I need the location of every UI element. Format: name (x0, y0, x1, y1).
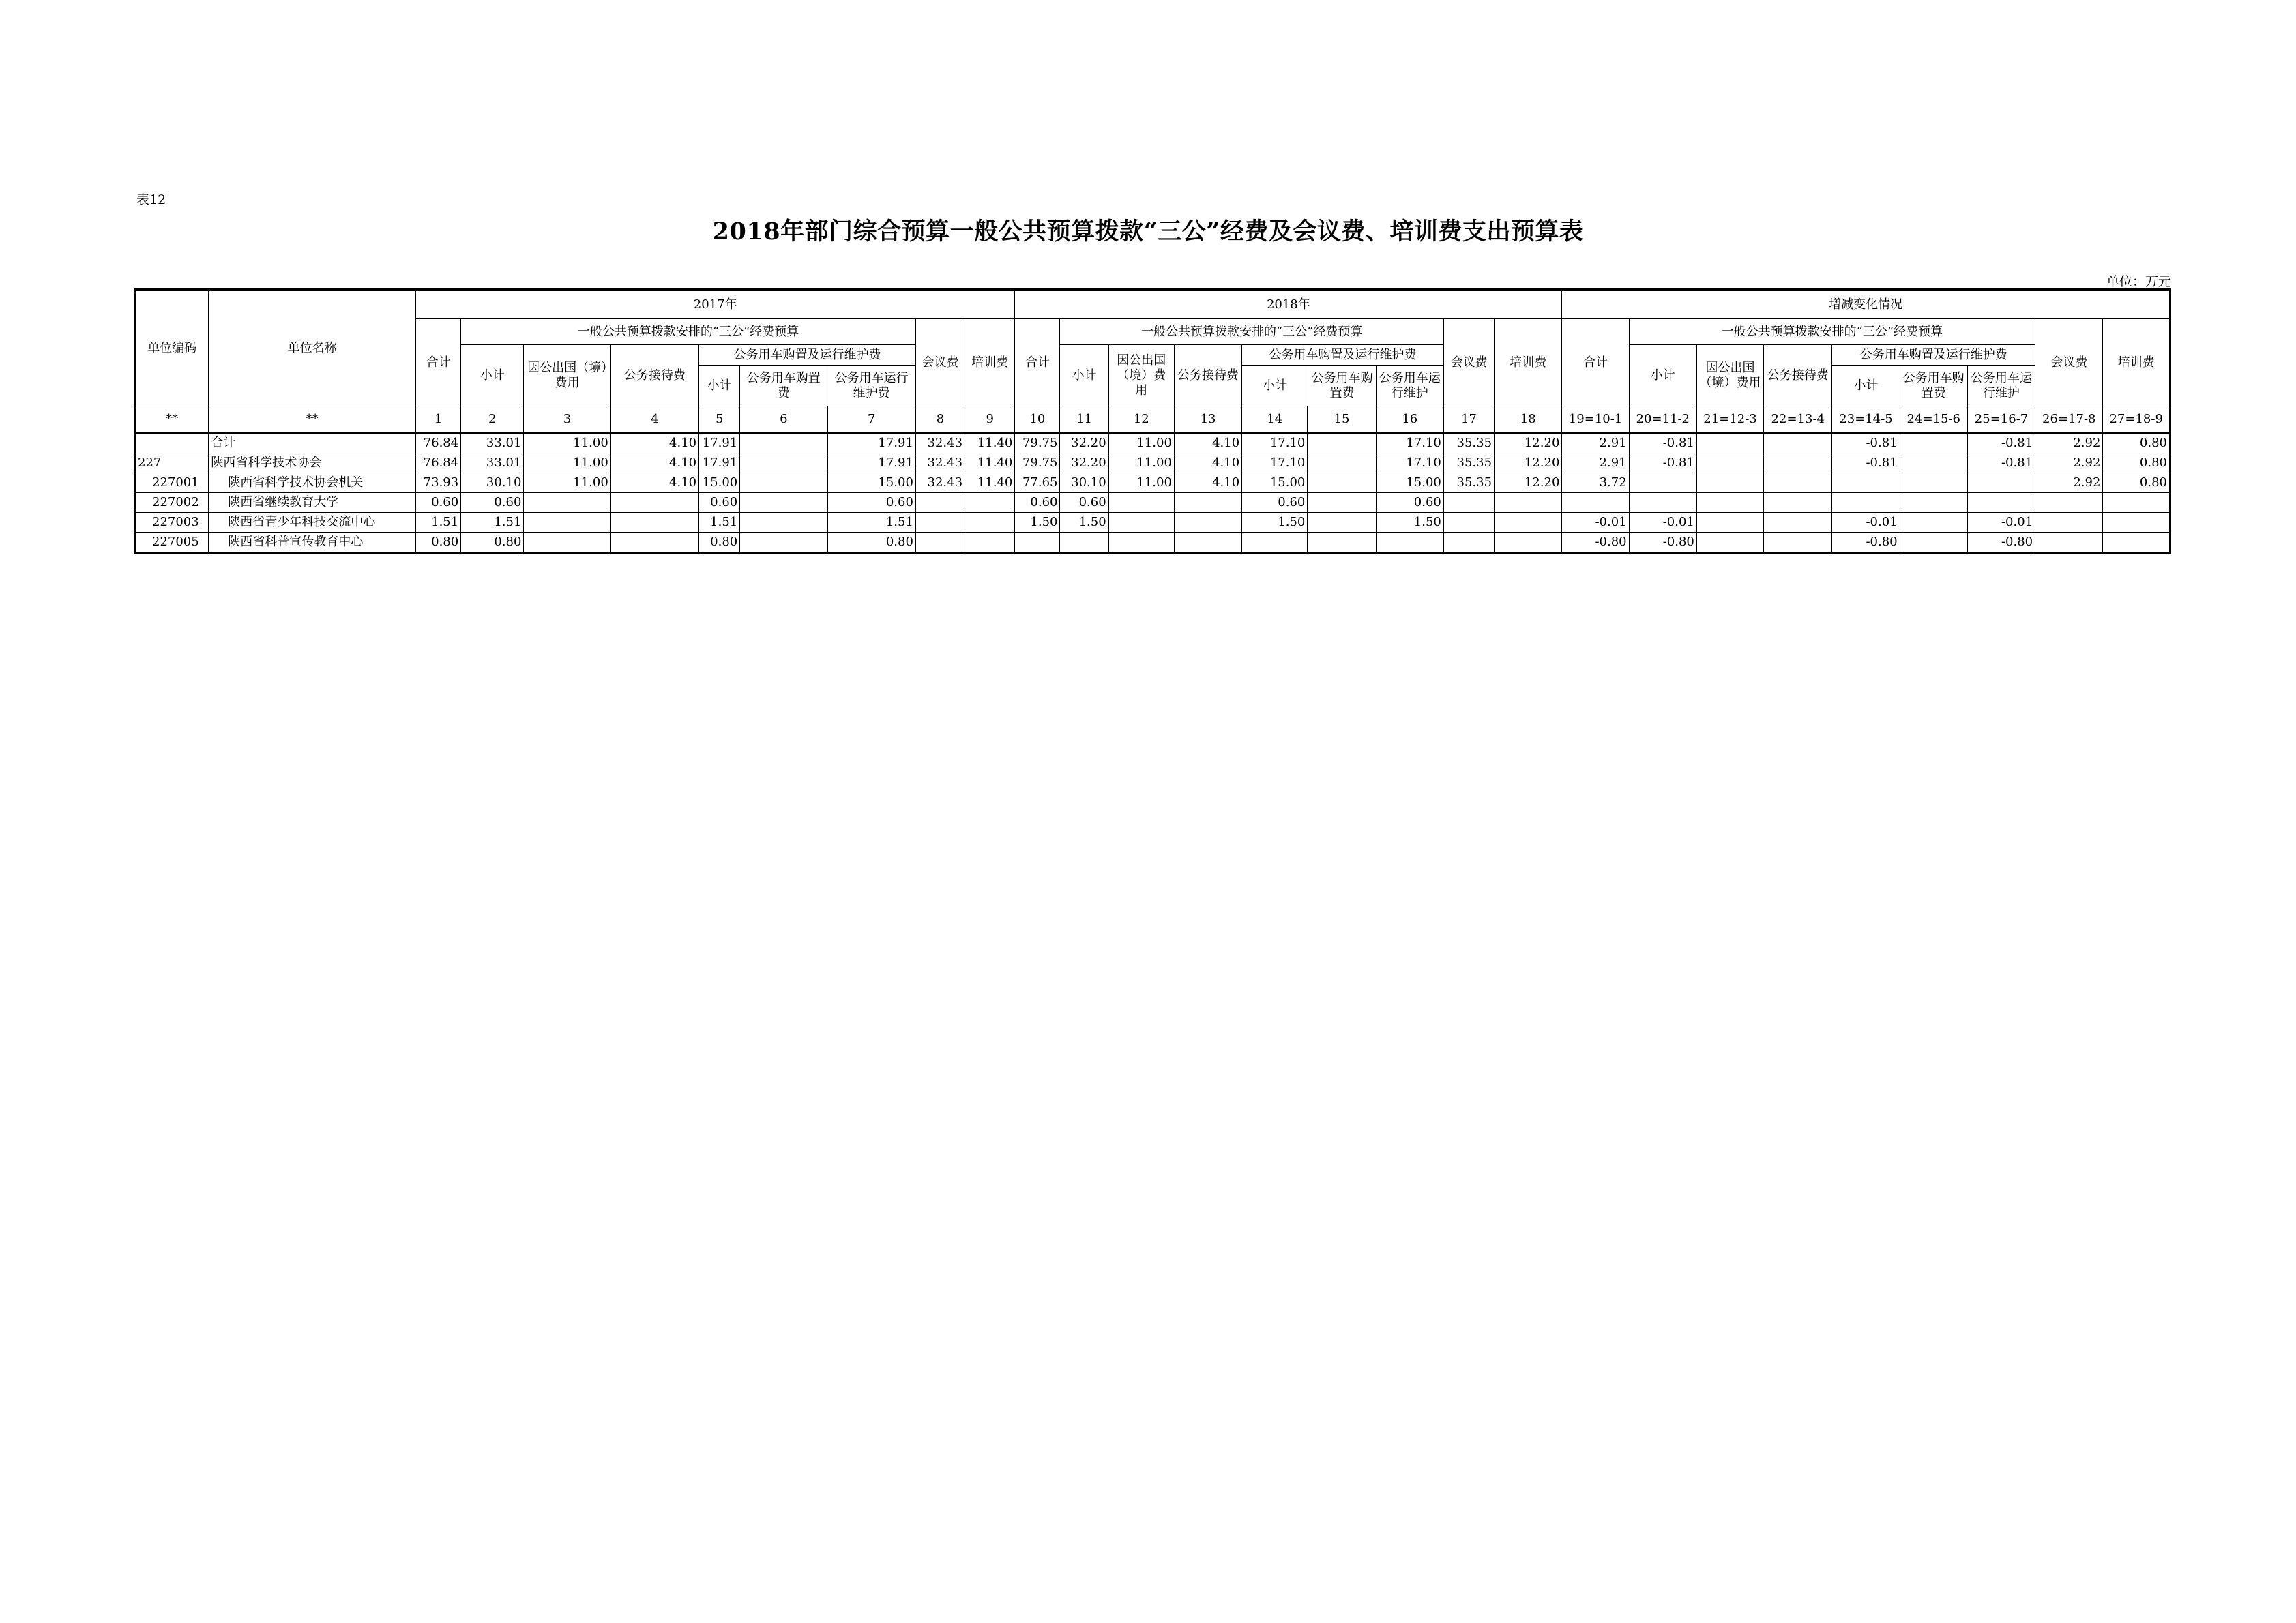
value-cell: -0.81 (1832, 433, 1900, 453)
value-cell: 4.10 (610, 473, 698, 493)
value-cell (1900, 433, 1967, 453)
unit-name-cell: 陕西省科学技术协会 (209, 453, 416, 473)
value-cell: 0.60 (827, 493, 915, 513)
value-cell (1900, 493, 1967, 513)
value-cell (1629, 473, 1696, 493)
value-cell (1174, 513, 1241, 533)
column-index-cell: 3 (524, 406, 610, 433)
unit-code-cell: 227005 (135, 533, 209, 553)
value-cell (1696, 453, 1763, 473)
header-2017-veh-subtotal: 小计 (699, 366, 740, 406)
value-cell: 12.20 (1495, 473, 1562, 493)
column-index-cell: 9 (965, 406, 1015, 433)
value-cell (740, 473, 827, 493)
value-cell: -0.80 (1629, 533, 1696, 553)
header-2018-veh-run: 公务用车运行维护 (1379, 370, 1441, 400)
value-cell (524, 533, 610, 553)
unit-code-cell: 227001 (135, 473, 209, 493)
value-cell: 11.00 (1108, 433, 1174, 453)
header-change-vehicle-group: 公务用车购置及运行维护费 (1832, 345, 2035, 366)
header-2017-vehicle-group: 公务用车购置及运行维护费 (699, 345, 915, 366)
value-cell: 0.60 (1376, 493, 1443, 513)
header-change-vehicle (1832, 345, 2035, 406)
value-cell: 32.43 (915, 453, 965, 473)
value-cell (1900, 453, 1967, 473)
header-2017-abroad: 因公出国（境）费用 (524, 345, 610, 406)
value-cell (524, 513, 610, 533)
header-2018-meeting: 会议费 (1443, 319, 1494, 406)
value-cell (1242, 533, 1308, 553)
value-cell: -0.80 (1967, 533, 2035, 553)
value-cell: 76.84 (416, 433, 461, 453)
header-2017-subtotal: 小计 (461, 345, 524, 406)
value-cell: 73.93 (416, 473, 461, 493)
page-title: 2018年部门综合预算一般公共预算拨款“三公”经费及会议费、培训费支出预算表 (712, 218, 1584, 245)
value-cell (1562, 493, 1629, 513)
value-cell: 32.43 (915, 433, 965, 453)
value-cell (1174, 533, 1241, 553)
value-cell: 0.60 (1060, 493, 1108, 513)
header-change-subtotal: 小计 (1629, 345, 1696, 406)
value-cell: 33.01 (461, 433, 524, 453)
value-cell: 32.20 (1060, 453, 1108, 473)
header-2017-veh-buy: 公务用车购置费 (740, 366, 827, 406)
header-2017: 2017年 (416, 290, 1015, 319)
unit-name-cell: 陕西省科普宣传教育中心 (209, 533, 416, 553)
header-change-sangong: 一般公共预算拨款安排的“三公”经费预算 (1629, 319, 2035, 345)
value-cell: 4.10 (1174, 433, 1241, 453)
value-cell: -0.81 (1629, 433, 1696, 453)
value-cell (1308, 453, 1376, 473)
value-cell: 15.00 (1376, 473, 1443, 493)
header-change-total: 合计 (1562, 319, 1629, 406)
header-2017-total: 合计 (416, 319, 461, 406)
value-cell (2103, 493, 2170, 513)
unit-name-cell: 合计 (209, 433, 416, 453)
value-cell (1495, 533, 1562, 553)
value-cell: 12.20 (1495, 453, 1562, 473)
value-cell (740, 513, 827, 533)
unit-code-cell: 227 (135, 453, 209, 473)
value-cell: -0.81 (1629, 453, 1696, 473)
value-cell (965, 513, 1015, 533)
value-cell (1308, 473, 1376, 493)
header-2017-sangong: 一般公共预算拨款安排的“三公”经费预算 (461, 319, 916, 345)
value-cell (2103, 513, 2170, 533)
header-change-reception: 公务接待费 (1764, 345, 1832, 406)
value-cell: 30.10 (1060, 473, 1108, 493)
header-change-meeting: 会议费 (2035, 319, 2103, 406)
column-index-cell: 8 (915, 406, 965, 433)
value-cell: 17.91 (827, 453, 915, 473)
unit-label: 单位：万元 (2106, 274, 2171, 289)
value-cell: 17.91 (699, 433, 740, 453)
value-cell: 4.10 (1174, 473, 1241, 493)
value-cell: 0.80 (416, 533, 461, 553)
column-index-cell: 25=16-7 (1967, 406, 2035, 433)
header-2017-training: 培训费 (965, 319, 1015, 406)
value-cell: 0.80 (827, 533, 915, 553)
column-index-cell: 27=18-9 (2103, 406, 2170, 433)
header-2018-sangong: 一般公共预算拨款安排的“三公”经费预算 (1060, 319, 1443, 345)
column-index-cell: 16 (1376, 406, 1443, 433)
value-cell: 32.43 (915, 473, 965, 493)
value-cell: 2.92 (2035, 433, 2103, 453)
value-cell: 1.51 (827, 513, 915, 533)
value-cell (1764, 433, 1832, 453)
column-index-cell: 1 (416, 406, 461, 433)
header-change-abroad: 因公出国（境）费用 (1696, 345, 1763, 406)
unit-name-cell: 陕西省科学技术协会机关 (209, 473, 416, 493)
value-cell: 1.50 (1242, 513, 1308, 533)
value-cell: -0.01 (1832, 513, 1900, 533)
value-cell (1967, 493, 2035, 513)
table-row (135, 473, 2170, 493)
unit-code-cell: 227002 (135, 493, 209, 513)
value-cell: 11.00 (524, 473, 610, 493)
value-cell (2035, 513, 2103, 533)
value-cell: 11.00 (1108, 473, 1174, 493)
table-row (135, 533, 2170, 553)
value-cell (965, 493, 1015, 513)
value-cell: 11.00 (524, 433, 610, 453)
value-cell: 3.72 (1562, 473, 1629, 493)
header-2018-veh-subtotal: 小计 (1242, 366, 1308, 406)
column-index-cell: 5 (699, 406, 740, 433)
column-index-cell: 20=11-2 (1629, 406, 1696, 433)
column-index-cell: 13 (1174, 406, 1241, 433)
value-cell (1108, 513, 1174, 533)
value-cell: 15.00 (1242, 473, 1308, 493)
header-change-veh-buy: 公务用车购置费 (1900, 366, 1967, 406)
value-cell: 1.50 (1376, 513, 1443, 533)
column-index-cell: 21=12-3 (1696, 406, 1763, 433)
value-cell: 4.10 (610, 453, 698, 473)
value-cell (1764, 493, 1832, 513)
header-2018-subtotal: 小计 (1060, 345, 1108, 406)
header-2018-total: 合计 (1015, 319, 1060, 406)
header-2018-reception: 公务接待费 (1174, 345, 1241, 406)
value-cell: 35.35 (1443, 473, 1494, 493)
value-cell: -0.01 (1562, 513, 1629, 533)
value-cell: 35.35 (1443, 453, 1494, 473)
value-cell (915, 513, 965, 533)
header-change-veh-subtotal: 小计 (1832, 366, 1900, 406)
value-cell (1764, 513, 1832, 533)
header-2018-abroad: 因公出国（境）费用 (1108, 345, 1174, 406)
value-cell: 1.51 (416, 513, 461, 533)
header-2018-vehicle (1242, 345, 1444, 406)
column-index-cell: 15 (1308, 406, 1376, 433)
value-cell: 4.10 (1174, 453, 1241, 473)
value-cell: 11.40 (965, 453, 1015, 473)
value-cell: 1.50 (1015, 513, 1060, 533)
value-cell: 2.91 (1562, 433, 1629, 453)
header-row-years (135, 290, 2170, 319)
value-cell (1696, 513, 1763, 533)
value-cell: 11.40 (965, 433, 1015, 453)
header-2018-veh-buy: 公务用车购置费 (1308, 366, 1376, 406)
value-cell: -0.01 (1967, 513, 2035, 533)
value-cell: 77.65 (1015, 473, 1060, 493)
value-cell (1764, 473, 1832, 493)
table-row (135, 453, 2170, 473)
value-cell: 0.80 (2103, 433, 2170, 453)
unit-code-cell (135, 433, 209, 453)
value-cell (1696, 533, 1763, 553)
value-cell (1696, 473, 1763, 493)
value-cell: -0.80 (1832, 533, 1900, 553)
value-cell: 0.80 (2103, 453, 2170, 473)
value-cell (2035, 533, 2103, 553)
value-cell (915, 533, 965, 553)
column-index-cell: 19=10-1 (1562, 406, 1629, 433)
column-index-cell: 24=15-6 (1900, 406, 1967, 433)
value-cell (740, 433, 827, 453)
value-cell: 30.10 (461, 473, 524, 493)
column-index-cell: 11 (1060, 406, 1108, 433)
value-cell (1060, 533, 1108, 553)
value-cell (1832, 473, 1900, 493)
value-cell: 12.20 (1495, 433, 1562, 453)
value-cell (965, 533, 1015, 553)
value-cell (1443, 513, 1494, 533)
value-cell: 0.60 (416, 493, 461, 513)
unit-name-cell: 陕西省青少年科技交流中心 (209, 513, 416, 533)
value-cell (1308, 513, 1376, 533)
header-name: 单位名称 (209, 290, 416, 406)
table-row (135, 493, 2170, 513)
value-cell: 17.10 (1376, 433, 1443, 453)
value-cell: 0.80 (699, 533, 740, 553)
value-cell (1629, 493, 1696, 513)
column-index-cell: 10 (1015, 406, 1060, 433)
value-cell: 0.60 (1015, 493, 1060, 513)
value-cell: 17.10 (1242, 433, 1308, 453)
value-cell: 4.10 (610, 433, 698, 453)
value-cell (740, 453, 827, 473)
header-change: 增减变化情况 (1562, 290, 2170, 319)
value-cell: 17.91 (699, 453, 740, 473)
value-cell: 33.01 (461, 453, 524, 473)
value-cell (1764, 533, 1832, 553)
value-cell: 1.50 (1060, 513, 1108, 533)
column-index-row (135, 406, 2170, 433)
header-change-training: 培训费 (2103, 319, 2170, 406)
value-cell: 0.60 (461, 493, 524, 513)
value-cell (1308, 493, 1376, 513)
value-cell (1376, 533, 1443, 553)
value-cell: 2.91 (1562, 453, 1629, 473)
value-cell (1967, 473, 2035, 493)
value-cell (524, 493, 610, 513)
value-cell: 79.75 (1015, 433, 1060, 453)
value-cell: 17.91 (827, 433, 915, 453)
value-cell (2035, 493, 2103, 513)
value-cell: 1.51 (699, 513, 740, 533)
data-rows (135, 433, 2170, 553)
value-cell: -0.81 (1967, 453, 2035, 473)
header-2017-veh-run: 公务用车运行维护费 (834, 370, 909, 400)
table-row (135, 513, 2170, 533)
column-index-cell: 18 (1495, 406, 1562, 433)
value-cell (1308, 433, 1376, 453)
value-cell (1308, 533, 1376, 553)
budget-table (134, 288, 2171, 554)
value-cell (740, 493, 827, 513)
value-cell: 35.35 (1443, 433, 1494, 453)
column-index-cell: 7 (827, 406, 915, 433)
column-index-cell: 26=17-8 (2035, 406, 2103, 433)
table-number-label: 表12 (136, 192, 166, 207)
value-cell: 0.60 (1242, 493, 1308, 513)
value-cell (915, 493, 965, 513)
value-cell: 11.00 (1108, 453, 1174, 473)
column-index-cell: 17 (1443, 406, 1494, 433)
header-2017-meeting: 会议费 (915, 319, 965, 406)
header-code: 单位编码 (135, 290, 209, 406)
value-cell (610, 533, 698, 553)
value-cell (1900, 513, 1967, 533)
value-cell: 15.00 (827, 473, 915, 493)
column-index-cell: 4 (610, 406, 698, 433)
value-cell: -0.80 (1562, 533, 1629, 553)
value-cell: 0.80 (2103, 473, 2170, 493)
value-cell (1174, 493, 1241, 513)
column-index-cell: ** (135, 406, 209, 433)
column-index-cell: 6 (740, 406, 827, 433)
column-index-cell: 12 (1108, 406, 1174, 433)
value-cell: -0.81 (1967, 433, 2035, 453)
value-cell: 79.75 (1015, 453, 1060, 473)
header-2018-vehicle-group: 公务用车购置及运行维护费 (1242, 345, 1443, 366)
header-change-veh-run: 公务用车运行维护 (1970, 370, 2032, 400)
column-index-cell: 14 (1242, 406, 1308, 433)
header-2018-training: 培训费 (1495, 319, 1562, 406)
value-cell (2103, 533, 2170, 553)
column-index-cell: 23=14-5 (1832, 406, 1900, 433)
header-2017-vehicle (699, 345, 916, 406)
value-cell: 0.80 (461, 533, 524, 553)
value-cell: 2.92 (2035, 453, 2103, 473)
value-cell (1696, 433, 1763, 453)
value-cell: -0.81 (1832, 453, 1900, 473)
value-cell: 17.10 (1376, 453, 1443, 473)
value-cell (1108, 533, 1174, 553)
table-row (135, 433, 2170, 453)
value-cell: 76.84 (416, 453, 461, 473)
value-cell: -0.01 (1629, 513, 1696, 533)
value-cell: 32.20 (1060, 433, 1108, 453)
value-cell (610, 493, 698, 513)
value-cell: 1.51 (461, 513, 524, 533)
value-cell: 17.10 (1242, 453, 1308, 473)
header-2017-reception: 公务接待费 (610, 345, 698, 406)
value-cell (1015, 533, 1060, 553)
column-index-cell: ** (209, 406, 416, 433)
value-cell: 11.40 (965, 473, 1015, 493)
value-cell (1443, 533, 1494, 553)
value-cell (1443, 493, 1494, 513)
value-cell (1832, 493, 1900, 513)
value-cell (610, 513, 698, 533)
unit-name-cell: 陕西省继续教育大学 (209, 493, 416, 513)
header-2018: 2018年 (1015, 290, 1562, 319)
value-cell: 2.92 (2035, 473, 2103, 493)
column-index-cell: 2 (461, 406, 524, 433)
unit-code-cell: 227003 (135, 513, 209, 533)
header-row-groups (135, 319, 2170, 345)
value-cell (1900, 473, 1967, 493)
value-cell: 15.00 (699, 473, 740, 493)
value-cell (1696, 493, 1763, 513)
value-cell (740, 533, 827, 553)
value-cell (1495, 493, 1562, 513)
value-cell (1900, 533, 1967, 553)
value-cell (1108, 493, 1174, 513)
column-index-cell: 22=13-4 (1764, 406, 1832, 433)
value-cell: 0.60 (699, 493, 740, 513)
value-cell (1764, 453, 1832, 473)
value-cell (1495, 513, 1562, 533)
value-cell: 11.00 (524, 453, 610, 473)
